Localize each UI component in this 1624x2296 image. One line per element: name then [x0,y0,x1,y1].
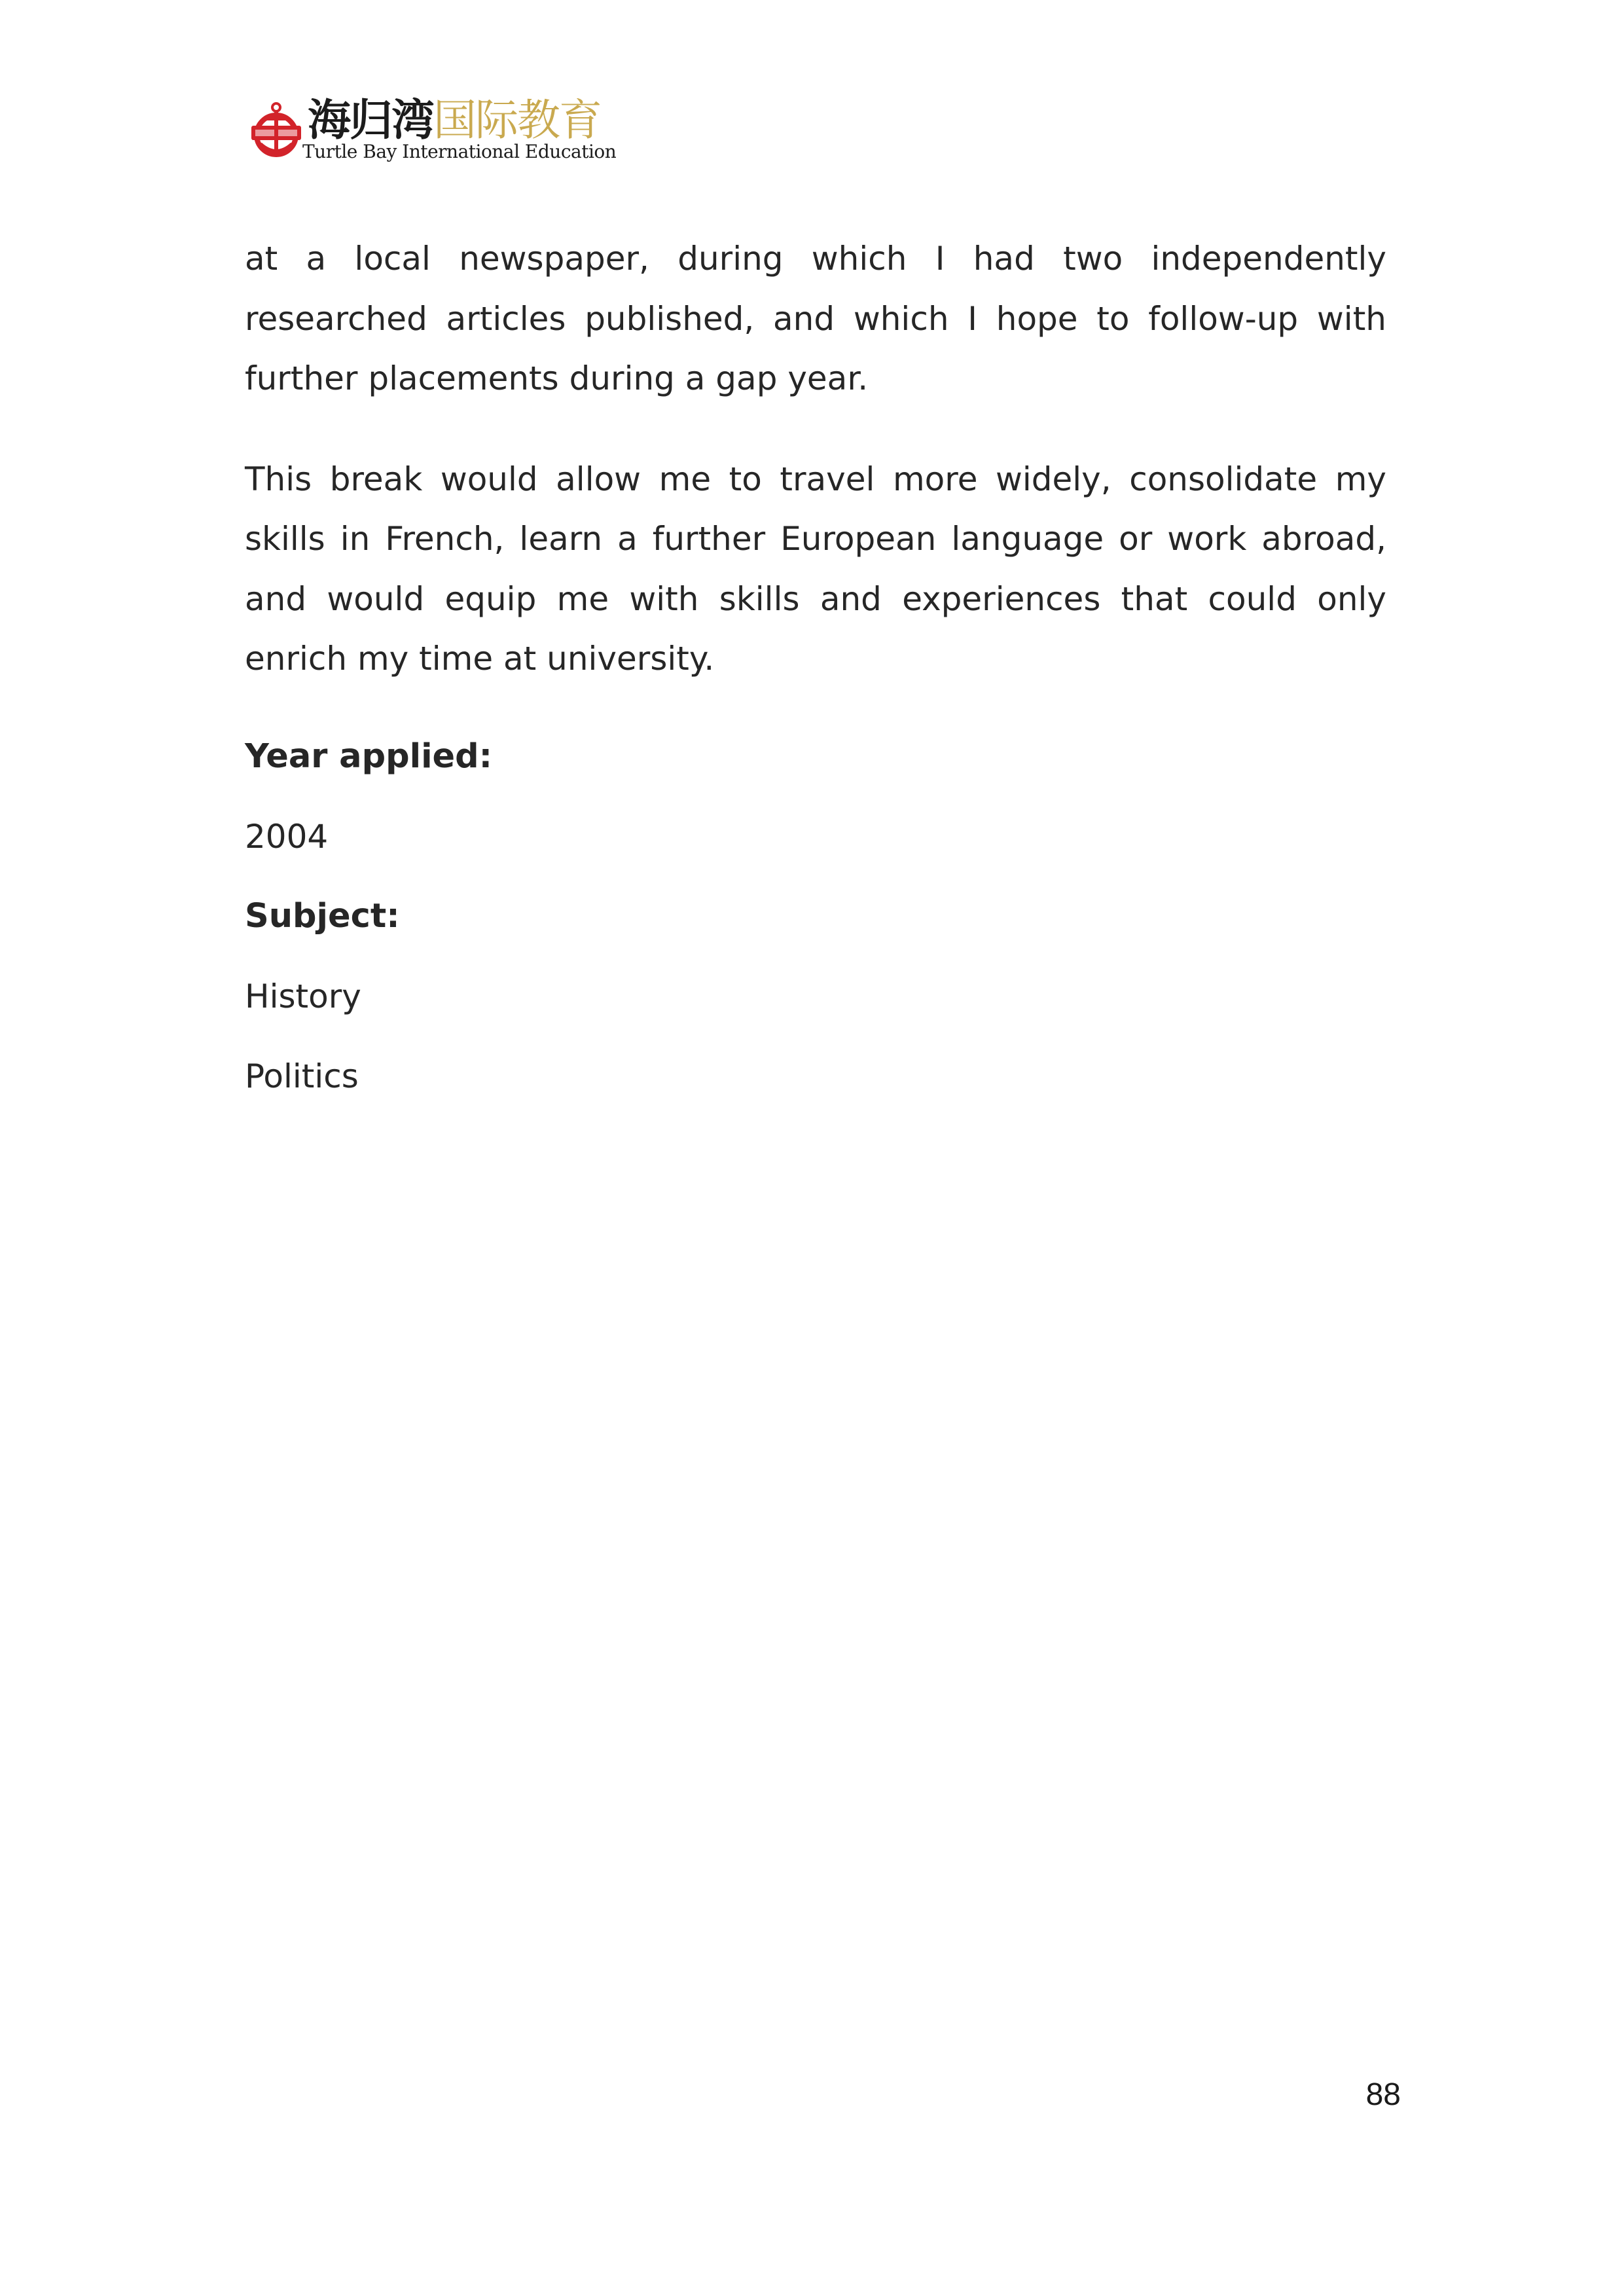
subject-value: Politics [245,1057,359,1095]
body-paragraph: at a local newspaper, during which I had two independently researched articles published, and which I hope to follow-up with further placements during a gap year. [245,240,1386,397]
logo-cn-gold: 国际教育 [433,95,601,145]
year-applied-value: 2004 [245,817,329,856]
anchor-icon [247,101,305,164]
body-paragraph: This break would allow me to travel more widely, consolidate my skills in French, learn a further European language or work abroad, and would equip me with skills and experiences that could only enrich my time at university. [245,460,1386,678]
subject-value: History [245,977,361,1015]
page-content [245,229,1386,1129]
subject-label: Subject: [245,896,400,936]
year-applied-label: Year applied: [245,737,493,776]
logo-chinese-name [308,94,601,147]
logo-cn-dark: 海归湾 [308,95,433,145]
logo-english-name: Turtle Bay International Education [302,141,617,162]
header-logo [247,95,617,170]
page-number: 88 [1365,2077,1401,2112]
